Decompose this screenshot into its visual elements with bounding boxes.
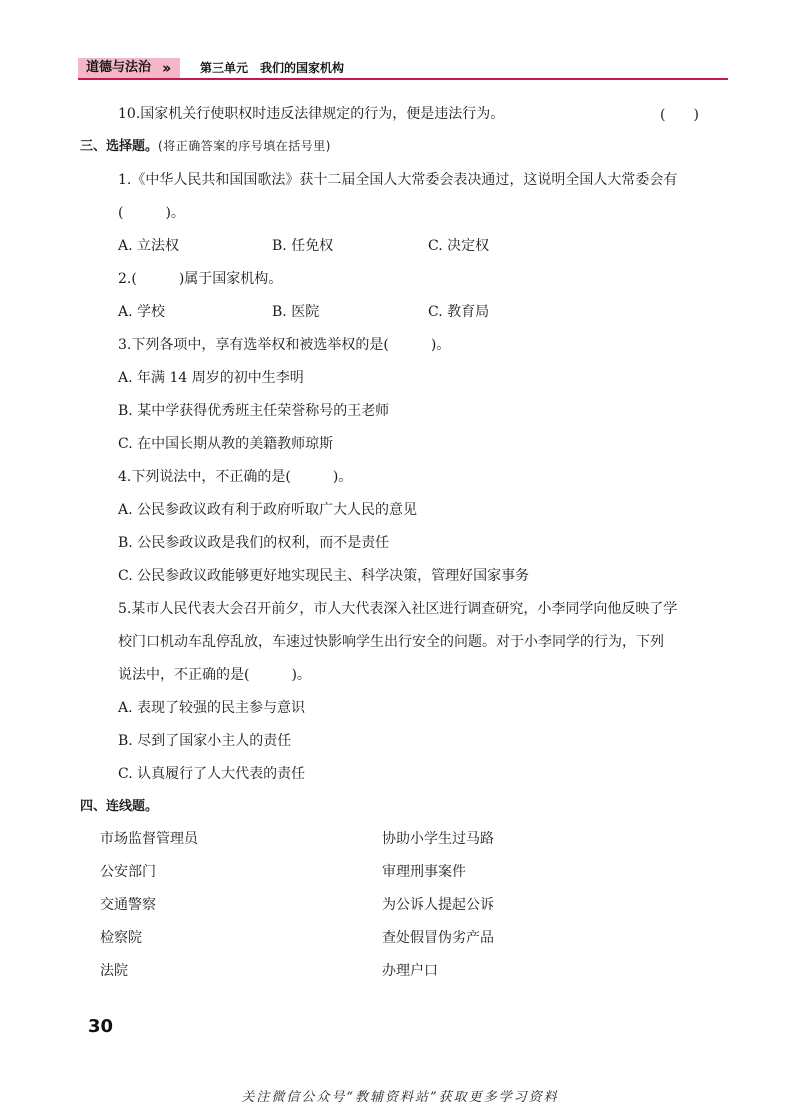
q4-option-c[interactable]: C. 公民参政议政能够更好地实现民主、科学决策，管理好国家事务 [118,568,530,584]
match-left-item[interactable]: 检察院 [100,930,142,946]
question-5-line-2: 校门口机动车乱停乱放，车速过快影响学生出行安全的问题。对于小李同学的行为，下列 [118,634,664,650]
q4-option-a[interactable]: A. 公民参政议政有利于政府听取广大人民的意见 [118,502,418,518]
q2-option-a[interactable]: A. 学校 [118,304,166,320]
match-right-item[interactable]: 查处假冒伪劣产品 [382,930,494,946]
judgement-item-10: 10.国家机关行使职权时违反法律规定的行为，便是违法行为。 [118,106,505,122]
footer-note: 关注微信公众号“教辅资料站”获取更多学习资料 [241,1090,559,1105]
answer-blank[interactable]: ( ) [660,107,699,123]
question-1-line-1: 1.《中华人民共和国国歌法》获十二届全国人大常委会表决通过，这说明全国人大常委会有 [118,172,678,188]
match-right-item[interactable]: 协助小学生过马路 [382,831,494,847]
question-5-line-1: 5.某市人民代表大会召开前夕，市人大代表深入社区进行调查研究，小李同学向他反映了学 [118,601,678,617]
question-2-stem: 2.( )属于国家机构。 [118,271,283,287]
q5-option-b[interactable]: B. 尽到了国家小主人的责任 [118,733,292,749]
question-4-stem: 4.下列说法中，不正确的是( )。 [118,469,353,485]
section-title-choice [80,136,331,157]
unit-title: 第三单元 我们的国家机构 [200,61,345,75]
q1-option-a[interactable]: A. 立法权 [118,238,180,254]
q2-option-c[interactable]: C. 教育局 [428,304,490,320]
match-left-item[interactable]: 法院 [100,963,128,979]
section-choice-note: (将正确答案的序号填在括号里) [158,139,331,153]
q2-option-b[interactable]: B. 医院 [272,304,320,320]
subject-tab: 道德与法治 [78,58,180,78]
q3-option-c[interactable]: C. 在中国长期从教的美籍教师琼斯 [118,436,334,452]
q1-option-c[interactable]: C. 决定权 [428,238,490,254]
match-left-item[interactable]: 公安部门 [100,864,156,880]
q3-option-b[interactable]: B. 某中学获得优秀班主任荣誉称号的王老师 [118,403,390,419]
match-right-item[interactable]: 为公诉人提起公诉 [382,897,494,913]
q1-option-b[interactable]: B. 任免权 [272,238,334,254]
q5-option-a[interactable]: A. 表现了较强的民主参与意识 [118,700,306,716]
question-3-stem: 3.下列各项中，享有选举权和被选举权的是( )。 [118,337,451,353]
match-left-item[interactable]: 市场监督管理员 [100,831,198,847]
question-5-line-3: 说法中，不正确的是( )。 [118,667,311,683]
double-chevron-icon: ›› [162,59,169,77]
match-left-item[interactable]: 交通警察 [100,897,156,913]
q3-option-a[interactable]: A. 年满 14 周岁的初中生李明 [118,370,304,386]
question-1-line-2: ( )。 [118,205,185,221]
q5-option-c[interactable]: C. 认真履行了人大代表的责任 [118,766,306,782]
section-title-match: 四、连线题。 [80,799,159,814]
page-header [78,58,728,80]
page-number: 30 [88,1016,114,1037]
match-right-item[interactable]: 办理户口 [382,963,438,979]
q4-option-b[interactable]: B. 公民参政议政是我们的权利，而不是责任 [118,535,390,551]
match-right-item[interactable]: 审理刑事案件 [382,864,466,880]
section-choice-title: 三、选择题。 [80,139,159,154]
